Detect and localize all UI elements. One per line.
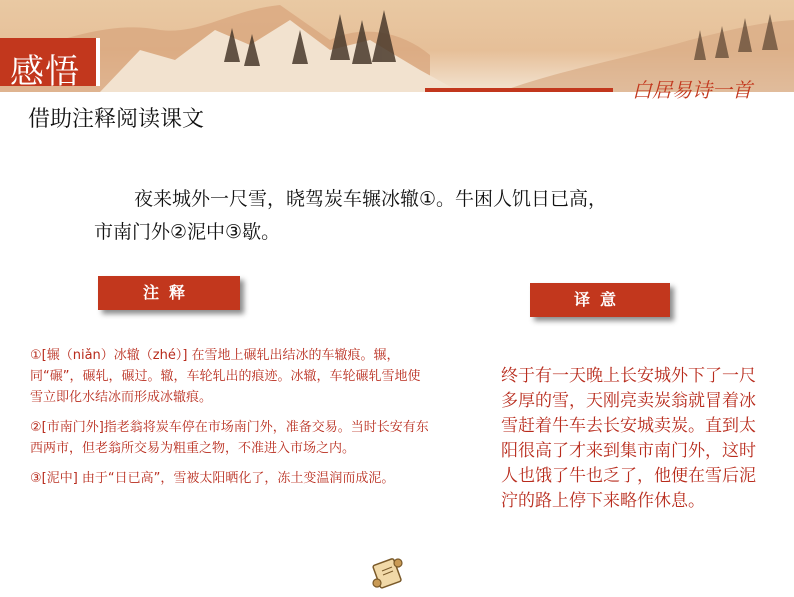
poet-caption: 白居易诗一首: [632, 78, 752, 102]
poem-text: [94, 183, 734, 249]
notes-button[interactable]: 注释: [98, 276, 240, 310]
note-item: ③[泥中] 由于“日已高”，雪被太阳晒化了，冻土变温润而成泥。: [30, 471, 395, 486]
notes-panel: [30, 345, 430, 498]
translation-text: 终于有一天晚上长安城外下了一尺多厚的雪，天刚亮卖炭翁就冒着冰雪赶着牛车去长安城卖炭。直到太阳很高了才来到集市南门外，这时人也饿了牛也乏了，他便在雪后泥泞的路上停下来略作休息。: [501, 366, 756, 511]
note-item: ②[市南门外]指老翁将炭车停在市场南门外，准备交易。当时长安有东西两市，但老翁所交易为粗重之物，不准进入市场之内。: [30, 420, 429, 456]
section-subtitle: 借助注释阅读课文: [28, 107, 205, 132]
poem-line-2: 市南门外②泥中③歇。: [94, 221, 281, 243]
translation-panel: [461, 364, 761, 514]
header-divider: [425, 88, 613, 92]
scroll-icon[interactable]: [368, 553, 408, 597]
translation-button[interactable]: 译意: [530, 283, 670, 317]
poem-line-1: 夜来城外一尺雪，晓驾炭车辗冰辙①。牛困人饥日已高，: [134, 188, 608, 210]
page-title: 感悟: [10, 52, 80, 92]
note-item: ①[辗（niǎn）冰辙（zhé）] 在雪地上碾轧出结冰的车辙痕。辗，同“碾”，碾轧，碾过。辙，车轮轧出的痕迹。冰辙，车轮碾轧雪地使雪立即化水结冰而形成冰辙痕。: [30, 348, 421, 405]
